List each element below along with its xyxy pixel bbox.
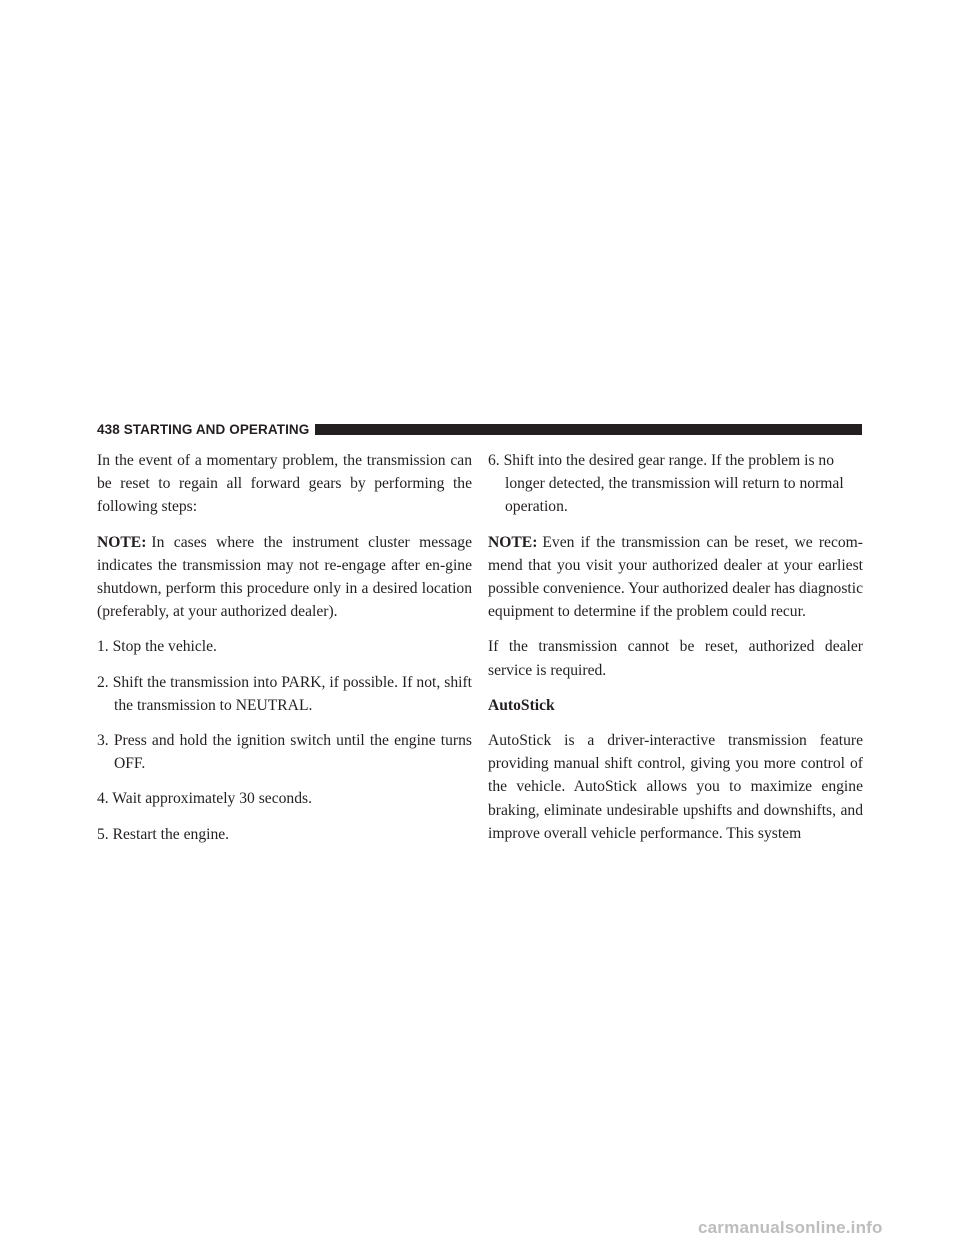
note-paragraph [97, 531, 472, 624]
note-text-2: Even if the transmission can be reset, we recom-mend that you visit your authorized dealer at your earliest possible convenience. Your authorized dealer has diagnostic equipment to determine if the problem could recur. [488, 533, 864, 621]
page-number: 438 [97, 421, 120, 437]
autostick-paragraph: AutoStick is a driver-interactive transmission feature providing manual shift control, giving you more control of the vehicle. AutoStick allows you to maximize engine braking, eliminate undesirable upshifts and downshifts, and improve overall vehicle performance. This system [488, 732, 863, 842]
note-paragraph-2 [488, 531, 863, 624]
intro-paragraph: In the event of a momentary problem, the transmission can be reset to regain all forward gears by performing the following steps: [97, 452, 472, 516]
note-label-2: NOTE: [488, 533, 538, 551]
step-2: 2. Shift the transmission into PARK, if possible. If not, shift the transmission to NEUTRAL. [97, 673, 472, 714]
step-5: 5. Restart the engine. [97, 825, 230, 843]
page-header [97, 419, 862, 439]
autostick-heading: AutoStick [488, 696, 555, 714]
step-6: 6. Shift into the desired gear range. If the problem is no longer detected, the transmission will return to normal operation. [488, 452, 844, 516]
reset-paragraph: If the transmission cannot be reset, authorized dealer service is required. [488, 638, 863, 679]
header-rule-bar [315, 424, 862, 435]
left-column [97, 449, 472, 858]
step-4: 4. Wait approximately 30 seconds. [97, 790, 312, 808]
footer-watermark: carmanualsonline.info [698, 1218, 883, 1237]
right-column [488, 449, 863, 857]
note-text: In cases where the instrument cluster message indicates the transmission may not re-engage after en-gine shutdown, perform this procedure only in a desired location (preferably, at your authorized dealer). [97, 533, 472, 621]
section-title: STARTING AND OPERATING [123, 421, 310, 437]
note-label: NOTE: [97, 533, 147, 551]
step-1: 1. Stop the vehicle. [97, 638, 217, 656]
step-3: 3. Press and hold the ignition switch until the engine turns OFF. [97, 732, 472, 773]
page-header-text [97, 422, 309, 437]
